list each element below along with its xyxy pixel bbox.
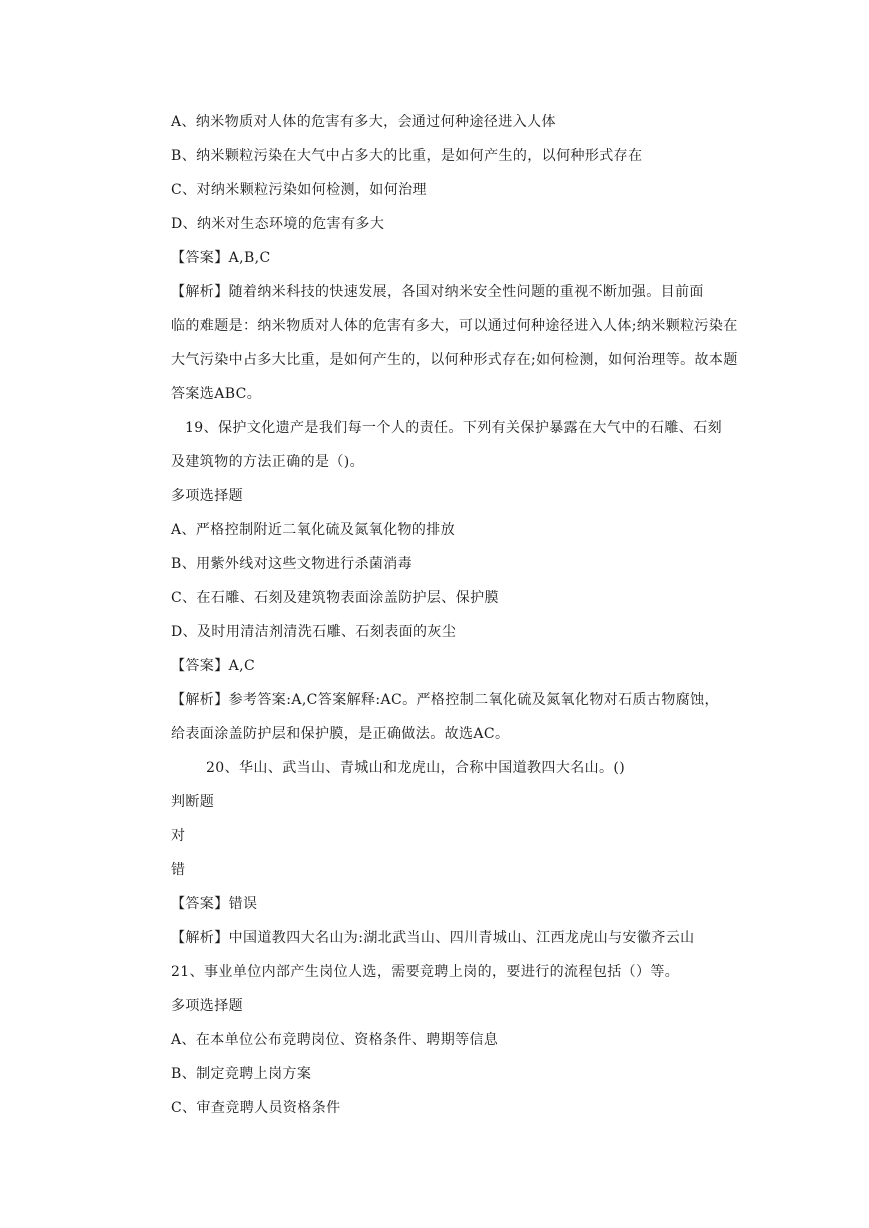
q18-analysis-line-3: 大气污染中占多大比重，是如何产生的，以何种形式存在;如何检测，如何治理等。故本题 bbox=[171, 352, 738, 368]
q21-option-b: B、制定竞聘上岗方案 bbox=[171, 1066, 312, 1082]
q19-question-type: 多项选择题 bbox=[171, 488, 243, 504]
q19-option-d: D、及时用清洁剂清洗石雕、石刻表面的灰尘 bbox=[171, 624, 457, 640]
q19-stem-line-1: 19、保护文化遗产是我们每一个人的责任。下列有关保护暴露在大气中的石雕、石刻 bbox=[185, 420, 723, 436]
q18-analysis-line-2: 临的难题是：纳米物质对人体的危害有多大，可以通过何种途径进入人体;纳米颗粒污染在 bbox=[171, 318, 738, 334]
q20-option-true: 对 bbox=[171, 828, 186, 844]
q18-option-d: D、纳米对生态环境的危害有多大 bbox=[171, 216, 385, 232]
q19-analysis-line-1: 【解析】参考答案:A,C答案解释:AC。严格控制二氧化硫及氮氧化物对石质古物腐蚀， bbox=[171, 692, 719, 708]
q19-option-b: B、用紫外线对这些文物进行杀菌消毒 bbox=[171, 556, 413, 572]
q20-stem: 20、华山、武当山、青城山和龙虎山，合称中国道教四大名山。() bbox=[206, 760, 626, 776]
q19-analysis-line-2: 给表面涂盖防护层和保护膜，是正确做法。故选AC。 bbox=[171, 726, 510, 742]
q19-option-a: A、严格控制附近二氧化硫及氮氧化物的排放 bbox=[171, 522, 456, 538]
q19-option-c: C、在石雕、石刻及建筑物表面涂盖防护层、保护膜 bbox=[171, 590, 499, 606]
q18-option-c: C、对纳米颗粒污染如何检测，如何治理 bbox=[171, 182, 427, 198]
q18-option-b: B、纳米颗粒污染在大气中占多大的比重，是如何产生的，以何种形式存在 bbox=[171, 148, 643, 164]
q21-option-c: C、审查竞聘人员资格条件 bbox=[171, 1100, 341, 1116]
q18-option-a: A、纳米物质对人体的危害有多大，会通过何种途径进入人体 bbox=[171, 114, 556, 130]
q20-option-false: 错 bbox=[171, 862, 186, 878]
q19-stem-line-2: 及建筑物的方法正确的是（)。 bbox=[171, 454, 365, 470]
q20-analysis: 【解析】中国道教四大名山为:湖北武当山、四川青城山、江西龙虎山与安徽齐云山 bbox=[171, 930, 695, 946]
q19-answer: 【答案】A,C bbox=[171, 658, 256, 674]
q18-analysis-line-4: 答案选ABC。 bbox=[171, 386, 262, 402]
q20-question-type: 判断题 bbox=[171, 794, 215, 810]
q21-question-type: 多项选择题 bbox=[171, 998, 243, 1014]
q21-option-a: A、在本单位公布竞聘岗位、资格条件、聘期等信息 bbox=[171, 1032, 499, 1048]
q18-analysis-line-1: 【解析】随着纳米科技的快速发展，各国对纳米安全性问题的重视不断加强。目前面 bbox=[171, 284, 704, 300]
q21-stem: 21、事业单位内部产生岗位人选，需要竞聘上岗的，要进行的流程包括（）等。 bbox=[171, 964, 680, 980]
q18-answer: 【答案】A,B,C bbox=[171, 250, 271, 266]
q20-answer: 【答案】错误 bbox=[171, 896, 258, 912]
